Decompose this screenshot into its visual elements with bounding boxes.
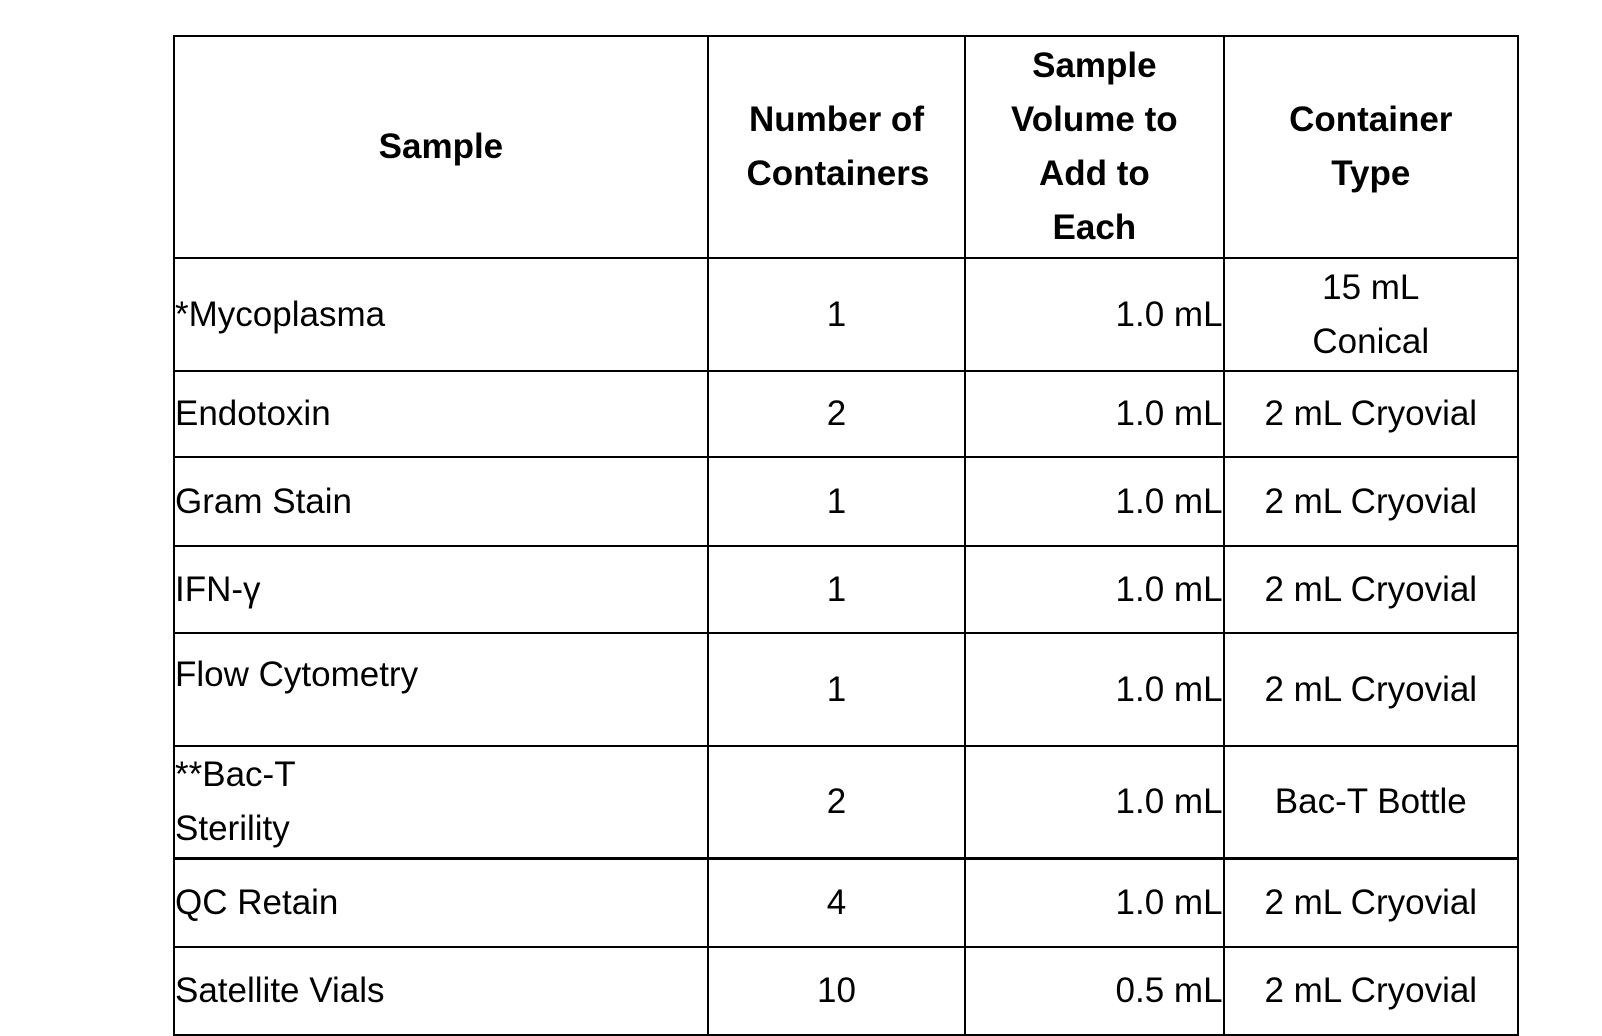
header-container-type: Container Type [1224, 36, 1518, 258]
cell-container-type: 2 mL Cryovial [1224, 947, 1518, 1035]
cell-sample: *Mycoplasma [174, 258, 708, 371]
cell-volume: 1.0 mL [965, 258, 1223, 371]
table-row [174, 546, 1518, 633]
cell-count: 10 [708, 947, 965, 1035]
cell-volume: 0.5 mL [965, 947, 1223, 1035]
table-row [174, 371, 1518, 457]
cell-volume: 1.0 mL [965, 633, 1223, 746]
cell-container-type: 2 mL Cryovial [1224, 859, 1518, 948]
cell-container-type: 2 mL Cryovial [1224, 371, 1518, 457]
cell-volume: 1.0 mL [965, 371, 1223, 457]
cell-sample: IFN-γ [174, 546, 708, 633]
sample-table [173, 35, 1519, 1036]
cell-container-type: 2 mL Cryovial [1224, 546, 1518, 633]
cell-count: 1 [708, 258, 965, 371]
cell-container-type: 15 mL Conical [1224, 258, 1518, 371]
cell-count: 1 [708, 546, 965, 633]
cell-sample: **Bac-T Sterility [174, 746, 708, 859]
table-row [174, 746, 1518, 859]
table-row [174, 947, 1518, 1035]
cell-count: 4 [708, 859, 965, 948]
cell-volume: 1.0 mL [965, 859, 1223, 948]
cell-count: 2 [708, 746, 965, 859]
cell-volume: 1.0 mL [965, 746, 1223, 859]
cell-container-type: 2 mL Cryovial [1224, 457, 1518, 546]
table-row [174, 457, 1518, 546]
table-row [174, 258, 1518, 371]
cell-container-type: Bac-T Bottle [1224, 746, 1518, 859]
cell-sample: Satellite Vials [174, 947, 708, 1035]
cell-count: 1 [708, 633, 965, 746]
cell-volume: 1.0 mL [965, 546, 1223, 633]
cell-container-type: 2 mL Cryovial [1224, 633, 1518, 746]
cell-sample: Gram Stain [174, 457, 708, 546]
table-row [174, 859, 1518, 948]
cell-volume: 1.0 mL [965, 457, 1223, 546]
table-header-row [174, 36, 1518, 258]
cell-sample: QC Retain [174, 859, 708, 948]
cell-sample: Flow Cytometry [174, 633, 708, 746]
header-number-of-containers: Number of Containers [708, 36, 965, 258]
header-sample-volume: Sample Volume to Add to Each [965, 36, 1223, 258]
header-sample: Sample [174, 36, 708, 258]
cell-count: 2 [708, 371, 965, 457]
cell-sample: Endotoxin [174, 371, 708, 457]
table-row [174, 633, 1518, 746]
cell-count: 1 [708, 457, 965, 546]
